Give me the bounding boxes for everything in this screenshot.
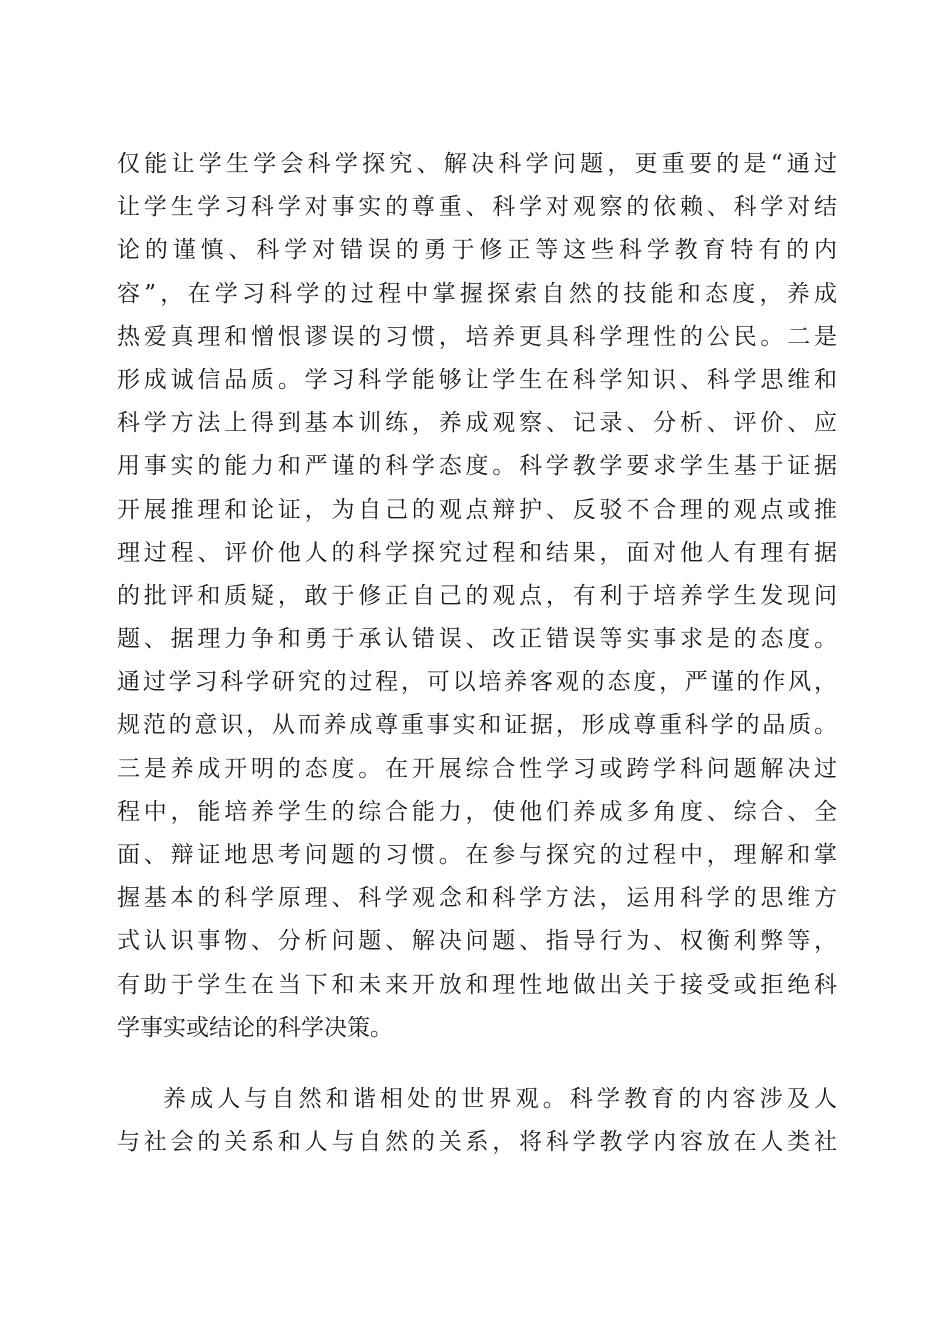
text-line: 容”，在学习科学的过程中掌握探索自然的技能和态度，养成 <box>117 280 837 307</box>
text-line: 面、辩证地思考问题的习惯。在参与探究的过程中，理解和掌 <box>117 842 837 868</box>
text-line: 式认识事物、分析问题、解决问题、指导行为、权衡利弊等， <box>117 928 837 955</box>
text-line: 规范的意识，从而养成尊重事实和证据，形成尊重科学的品质。 <box>117 712 837 739</box>
text-line: 三是养成开明的态度。在开展综合性学习或跨学科问题解决过 <box>117 755 837 782</box>
body-paragraph-1 <box>117 143 837 1050</box>
text-line: 与社会的关系和人与自然的关系，将科学教学内容放在人类社 <box>117 1129 837 1156</box>
text-line: 让学生学习科学对事实的尊重、科学对观察的依赖、科学对结 <box>117 194 837 221</box>
text-line: 有助于学生在当下和未来开放和理性地做出关于接受或拒绝科 <box>117 971 837 998</box>
text-line: 题、据理力争和勇于承认错误、改正错误等实事求是的态度。 <box>117 626 837 653</box>
text-line: 养成人与自然和谐相处的世界观。科学教育的内容涉及人 <box>163 1086 837 1112</box>
text-line: 开展推理和论证，为自己的观点辩护、反驳不合理的观点或推 <box>117 496 837 523</box>
text-line: 的批评和质疑，敢于修正自己的观点，有利于培养学生发现问 <box>117 582 837 609</box>
text-line: 仅能让学生学会科学探究、解决科学问题，更重要的是“通过 <box>117 151 837 177</box>
text-line: 形成诚信品质。学习科学能够让学生在科学知识、科学思维和 <box>117 366 837 393</box>
text-line: 热爱真理和憎恨谬误的习惯，培养更具科学理性的公民。二是 <box>117 323 837 350</box>
text-line: 论的谨慎、科学对错误的勇于修正等这些科学教育特有的内 <box>117 237 837 264</box>
text-line: 通过学习科学研究的过程，可以培养客观的态度，严谨的作风， <box>117 669 837 696</box>
text-line: 理过程、评价他人的科学探究过程和结果，面对他人有理有据 <box>117 539 837 566</box>
text-line: 程中，能培养学生的综合能力，使他们养成多角度、综合、全 <box>117 798 837 825</box>
text-line: 学事实或结论的科学决策。 <box>117 1014 393 1041</box>
body-paragraph-2 <box>117 1078 837 1164</box>
text-line: 科学方法上得到基本训练，养成观察、记录、分析、评价、应 <box>117 410 837 437</box>
text-line: 握基本的科学原理、科学观念和科学方法，运用科学的思维方 <box>117 885 837 912</box>
text-line: 用事实的能力和严谨的科学态度。科学教学要求学生基于证据 <box>117 453 837 480</box>
